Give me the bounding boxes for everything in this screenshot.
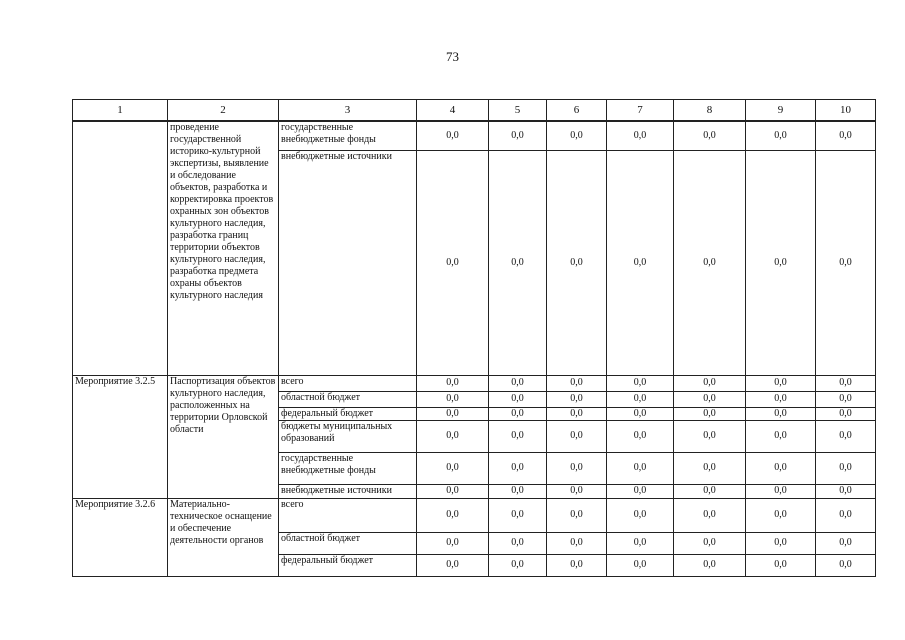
measure-name-cell: Материально-техническое оснащение и обеспечение деятельности органов <box>168 498 279 576</box>
measure-number-cell: Мероприятие 3.2.6 <box>73 498 168 576</box>
value-cell: 0,0 <box>607 452 674 484</box>
column-header: 5 <box>489 100 547 122</box>
value-cell: 0,0 <box>489 375 547 391</box>
funding-source-cell: всего <box>279 498 417 532</box>
value-cell: 0,0 <box>607 407 674 420</box>
value-cell: 0,0 <box>816 532 876 554</box>
value-cell: 0,0 <box>417 498 489 532</box>
value-cell: 0,0 <box>816 121 876 150</box>
value-cell: 0,0 <box>489 452 547 484</box>
funding-source-cell: внебюджетные источники <box>279 150 417 375</box>
value-cell: 0,0 <box>746 407 816 420</box>
value-cell: 0,0 <box>607 391 674 407</box>
value-cell: 0,0 <box>816 452 876 484</box>
value-cell: 0,0 <box>816 375 876 391</box>
measure-number-cell: Мероприятие 3.2.5 <box>73 375 168 498</box>
value-cell: 0,0 <box>607 375 674 391</box>
value-cell: 0,0 <box>607 121 674 150</box>
value-cell: 0,0 <box>547 452 607 484</box>
column-header: 7 <box>607 100 674 122</box>
value-cell: 0,0 <box>417 554 489 576</box>
value-cell: 0,0 <box>607 498 674 532</box>
value-cell: 0,0 <box>417 407 489 420</box>
column-header: 2 <box>168 100 279 122</box>
funding-source-cell: областной бюджет <box>279 532 417 554</box>
value-cell: 0,0 <box>489 121 547 150</box>
value-cell: 0,0 <box>607 420 674 452</box>
measure-name-cell: Паспортизация объектов культурного наследия, расположенных на территории Орловской области <box>168 375 279 498</box>
value-cell: 0,0 <box>674 452 746 484</box>
value-cell: 0,0 <box>489 532 547 554</box>
value-cell: 0,0 <box>674 407 746 420</box>
value-cell: 0,0 <box>607 532 674 554</box>
value-cell: 0,0 <box>489 150 547 375</box>
value-cell: 0,0 <box>816 554 876 576</box>
column-header: 10 <box>816 100 876 122</box>
value-cell: 0,0 <box>547 532 607 554</box>
value-cell: 0,0 <box>489 407 547 420</box>
value-cell: 0,0 <box>547 375 607 391</box>
value-cell: 0,0 <box>816 391 876 407</box>
value-cell: 0,0 <box>816 407 876 420</box>
column-header-row <box>73 100 876 122</box>
value-cell: 0,0 <box>547 498 607 532</box>
funding-source-cell: федеральный бюджет <box>279 407 417 420</box>
value-cell: 0,0 <box>489 391 547 407</box>
value-cell: 0,0 <box>417 452 489 484</box>
value-cell: 0,0 <box>417 375 489 391</box>
value-cell: 0,0 <box>674 554 746 576</box>
value-cell: 0,0 <box>674 498 746 532</box>
table-row <box>73 375 876 391</box>
value-cell: 0,0 <box>417 391 489 407</box>
funding-source-cell: государственные внебюджетные фонды <box>279 121 417 150</box>
value-cell: 0,0 <box>674 150 746 375</box>
value-cell: 0,0 <box>417 121 489 150</box>
value-cell: 0,0 <box>547 484 607 498</box>
value-cell: 0,0 <box>816 484 876 498</box>
value-cell: 0,0 <box>816 498 876 532</box>
funding-source-cell: государственные внебюджетные фонды <box>279 452 417 484</box>
column-header: 8 <box>674 100 746 122</box>
value-cell: 0,0 <box>547 407 607 420</box>
budget-table <box>72 99 876 577</box>
value-cell: 0,0 <box>547 391 607 407</box>
funding-source-cell: бюджеты муниципальных образований <box>279 420 417 452</box>
table-row <box>73 498 876 532</box>
value-cell: 0,0 <box>816 150 876 375</box>
value-cell: 0,0 <box>746 375 816 391</box>
column-header: 1 <box>73 100 168 122</box>
value-cell: 0,0 <box>607 150 674 375</box>
value-cell: 0,0 <box>417 532 489 554</box>
funding-source-cell: областной бюджет <box>279 391 417 407</box>
value-cell: 0,0 <box>547 150 607 375</box>
value-cell: 0,0 <box>746 391 816 407</box>
value-cell: 0,0 <box>816 420 876 452</box>
value-cell: 0,0 <box>489 420 547 452</box>
page-number: 73 <box>446 49 459 64</box>
value-cell: 0,0 <box>746 420 816 452</box>
value-cell: 0,0 <box>746 452 816 484</box>
value-cell: 0,0 <box>746 121 816 150</box>
value-cell: 0,0 <box>674 484 746 498</box>
funding-source-cell: внебюджетные источники <box>279 484 417 498</box>
table-row <box>73 121 876 150</box>
value-cell: 0,0 <box>489 484 547 498</box>
value-cell: 0,0 <box>607 554 674 576</box>
value-cell: 0,0 <box>746 484 816 498</box>
value-cell: 0,0 <box>674 532 746 554</box>
column-header: 3 <box>279 100 417 122</box>
value-cell: 0,0 <box>746 150 816 375</box>
value-cell: 0,0 <box>607 484 674 498</box>
value-cell: 0,0 <box>547 420 607 452</box>
value-cell: 0,0 <box>674 420 746 452</box>
funding-source-cell: всего <box>279 375 417 391</box>
value-cell: 0,0 <box>547 121 607 150</box>
value-cell: 0,0 <box>547 554 607 576</box>
value-cell: 0,0 <box>489 498 547 532</box>
value-cell: 0,0 <box>746 532 816 554</box>
column-header: 4 <box>417 100 489 122</box>
measure-name-cell: проведение государственной историко-культурной экспертизы, выявление и обследование объектов, разработка и корректировка проектов охранных зон объектов культурного наследия, разработка границ территории объектов культурного наследия, разработка предмета охраны объектов культурного наследия <box>168 121 279 375</box>
value-cell: 0,0 <box>674 375 746 391</box>
value-cell: 0,0 <box>746 498 816 532</box>
funding-source-cell: федеральный бюджет <box>279 554 417 576</box>
value-cell: 0,0 <box>489 554 547 576</box>
measure-number-cell <box>73 121 168 375</box>
value-cell: 0,0 <box>417 484 489 498</box>
value-cell: 0,0 <box>417 420 489 452</box>
value-cell: 0,0 <box>417 150 489 375</box>
value-cell: 0,0 <box>746 554 816 576</box>
column-header: 9 <box>746 100 816 122</box>
value-cell: 0,0 <box>674 121 746 150</box>
column-header: 6 <box>547 100 607 122</box>
value-cell: 0,0 <box>674 391 746 407</box>
